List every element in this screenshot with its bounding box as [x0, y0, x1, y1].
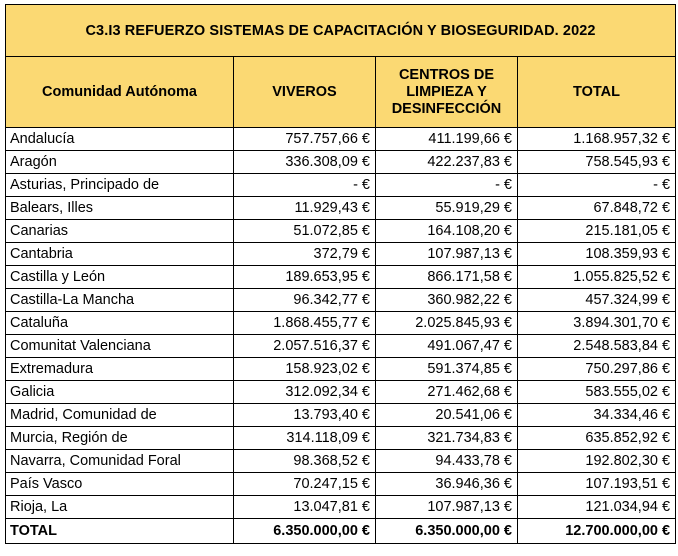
cell-region: Cantabria	[6, 243, 234, 266]
cell-total: 34.334,46 €	[518, 404, 676, 427]
cell-region: Andalucía	[6, 128, 234, 151]
cell-centros: 360.982,22 €	[376, 289, 518, 312]
cell-centros: 321.734,83 €	[376, 427, 518, 450]
cell-region: Asturias, Principado de	[6, 174, 234, 197]
table-row	[6, 151, 676, 174]
table-body	[6, 5, 676, 544]
cell-total: 758.545,93 €	[518, 151, 676, 174]
header-row	[6, 57, 676, 128]
table-row	[6, 358, 676, 381]
table-row	[6, 450, 676, 473]
header-region: Comunidad Autónoma	[6, 57, 234, 128]
cell-viveros: 1.868.455,77 €	[234, 312, 376, 335]
cell-region: Navarra, Comunidad Foral	[6, 450, 234, 473]
total-label: TOTAL	[6, 519, 234, 544]
cell-region: Castilla y León	[6, 266, 234, 289]
cell-region: Madrid, Comunidad de	[6, 404, 234, 427]
cell-region: Galicia	[6, 381, 234, 404]
cell-centros: 107.987,13 €	[376, 496, 518, 519]
title-row	[6, 5, 676, 57]
cell-centros: 591.374,85 €	[376, 358, 518, 381]
cell-centros: 55.919,29 €	[376, 197, 518, 220]
cell-region: Rioja, La	[6, 496, 234, 519]
cell-centros: 164.108,20 €	[376, 220, 518, 243]
cell-total: 107.193,51 €	[518, 473, 676, 496]
cell-viveros: 11.929,43 €	[234, 197, 376, 220]
table-row	[6, 220, 676, 243]
table-row	[6, 289, 676, 312]
cell-centros: - €	[376, 174, 518, 197]
cell-total: 1.055.825,52 €	[518, 266, 676, 289]
header-centros-label: CENTROS DE LIMPIEZA Y DESINFECCIÓN	[391, 66, 502, 117]
cell-total: 3.894.301,70 €	[518, 312, 676, 335]
cell-total: 1.168.957,32 €	[518, 128, 676, 151]
cell-total: 2.548.583,84 €	[518, 335, 676, 358]
cell-total: 67.848,72 €	[518, 197, 676, 220]
cell-region: Cataluña	[6, 312, 234, 335]
cell-viveros: 2.057.516,37 €	[234, 335, 376, 358]
cell-centros: 94.433,78 €	[376, 450, 518, 473]
table-row	[6, 427, 676, 450]
cell-total: 457.324,99 €	[518, 289, 676, 312]
table-row	[6, 266, 676, 289]
cell-viveros: 336.308,09 €	[234, 151, 376, 174]
table-row	[6, 473, 676, 496]
cell-centros: 271.462,68 €	[376, 381, 518, 404]
cell-centros: 20.541,06 €	[376, 404, 518, 427]
cell-region: Aragón	[6, 151, 234, 174]
table-row	[6, 174, 676, 197]
cell-viveros: 158.923,02 €	[234, 358, 376, 381]
cell-region: Castilla-La Mancha	[6, 289, 234, 312]
cell-viveros: - €	[234, 174, 376, 197]
cell-region: Canarias	[6, 220, 234, 243]
table-row	[6, 197, 676, 220]
cell-region: Balears, Illes	[6, 197, 234, 220]
cell-viveros: 98.368,52 €	[234, 450, 376, 473]
cell-region: Murcia, Región de	[6, 427, 234, 450]
cell-region: Extremadura	[6, 358, 234, 381]
cell-total: 121.034,94 €	[518, 496, 676, 519]
cell-viveros: 13.047,81 €	[234, 496, 376, 519]
cell-viveros: 372,79 €	[234, 243, 376, 266]
total-row	[6, 519, 676, 544]
cell-viveros: 96.342,77 €	[234, 289, 376, 312]
cell-centros: 491.067,47 €	[376, 335, 518, 358]
table-row	[6, 381, 676, 404]
cell-total: 215.181,05 €	[518, 220, 676, 243]
cell-total: 635.852,92 €	[518, 427, 676, 450]
cell-centros: 411.199,66 €	[376, 128, 518, 151]
funding-table	[5, 4, 676, 544]
cell-total: 750.297,86 €	[518, 358, 676, 381]
table-row	[6, 496, 676, 519]
cell-total: 108.359,93 €	[518, 243, 676, 266]
cell-centros: 36.946,36 €	[376, 473, 518, 496]
table-title: C3.I3 REFUERZO SISTEMAS DE CAPACITACIÓN Y BIOSEGURIDAD. 2022	[6, 5, 676, 57]
total-centros: 6.350.000,00 €	[376, 519, 518, 544]
cell-viveros: 51.072,85 €	[234, 220, 376, 243]
cell-viveros: 70.247,15 €	[234, 473, 376, 496]
cell-region: País Vasco	[6, 473, 234, 496]
table-row	[6, 243, 676, 266]
table-row	[6, 312, 676, 335]
cell-centros: 866.171,58 €	[376, 266, 518, 289]
cell-viveros: 312.092,34 €	[234, 381, 376, 404]
cell-region: Comunitat Valenciana	[6, 335, 234, 358]
total-total: 12.700.000,00 €	[518, 519, 676, 544]
table-row	[6, 128, 676, 151]
cell-centros: 2.025.845,93 €	[376, 312, 518, 335]
cell-total: 583.555,02 €	[518, 381, 676, 404]
cell-viveros: 13.793,40 €	[234, 404, 376, 427]
total-viveros: 6.350.000,00 €	[234, 519, 376, 544]
cell-viveros: 189.653,95 €	[234, 266, 376, 289]
cell-total: 192.802,30 €	[518, 450, 676, 473]
cell-centros: 422.237,83 €	[376, 151, 518, 174]
cell-viveros: 314.118,09 €	[234, 427, 376, 450]
cell-total: - €	[518, 174, 676, 197]
header-total: TOTAL	[518, 57, 676, 128]
header-centros	[376, 57, 518, 128]
table-row	[6, 404, 676, 427]
cell-centros: 107.987,13 €	[376, 243, 518, 266]
cell-viveros: 757.757,66 €	[234, 128, 376, 151]
header-viveros: VIVEROS	[234, 57, 376, 128]
table-row	[6, 335, 676, 358]
